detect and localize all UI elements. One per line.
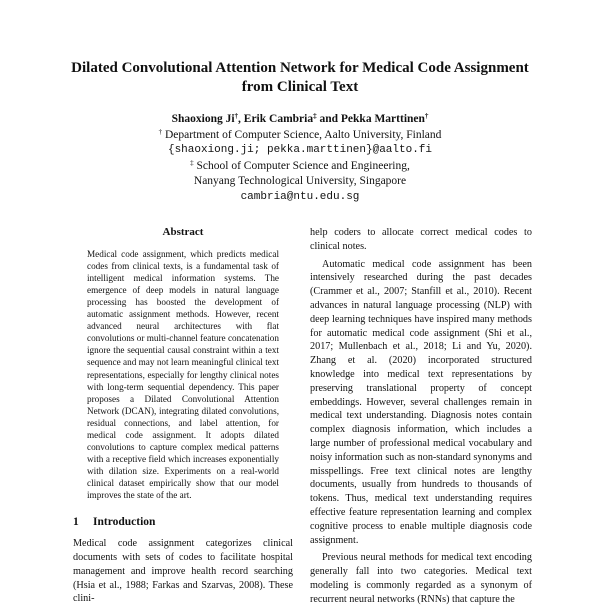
abstract-heading: Abstract	[162, 226, 204, 238]
author-affil-mark-2: ‡	[313, 112, 317, 120]
paper-title	[60, 59, 540, 97]
section-number: 1	[73, 515, 79, 528]
author-name-3: and Pekka Marttinen	[316, 113, 425, 125]
section-title: Introduction	[93, 515, 156, 528]
author-block	[60, 112, 540, 205]
paper-title-line-1: Dilated Convolutional Attention Network for Medical Code Assignment	[71, 60, 529, 76]
affiliation-1-text: Department of Computer Science, Aalto University, Finland	[162, 128, 442, 141]
right-paragraph-2: Automatic medical code assignment has been intensively researched during the past decades (Crammer et al., 2007; Stanfill et al., 2010). Recent advances in natural language processing (NLP) with deep learning techniques have inspired many methods for automatic medical code assignment (Shi et al., 2017; Mullenbach et al., 2018; Li and Yu, 2020). Zhang et al. (2020) incorporated structured knowledge into medical text representations by preserving translational property of concept embeddings. However, several challenges remain in medical text understanding. Diagnosis notes contain complex diagnosis information, which includes a large number of professional medical vocabulary and noisy information such as non-standard synonyms and misspellings. Free text clinical notes are lengthy documents, usually from hundreds to thousands of tokens. Thus, medical text understanding requires effective feature representation learning and complex cognitive process to enable multiple diagnosis code assignment.	[310, 258, 532, 546]
affiliation-2	[60, 159, 540, 175]
intro-paragraph-1: Medical code assignment categorizes clinical documents with sets of codes to facilitate hospital management and improve health record searching (Hsia et al., 1988; Farkas and Szarvas, 2008). These clini-	[73, 538, 293, 605]
email-1: {shaoxiong.ji; pekka.marttinen}@aalto.fi	[167, 144, 433, 156]
right-paragraph-1: help coders to allocate correct medical codes to clinical notes.	[310, 227, 532, 252]
author-name-1: Shaoxiong Ji	[171, 113, 235, 125]
right-paragraph-3: Previous neural methods for medical text encoding generally fall into two categories. Medical text modeling is commonly regarded as a synonym of recurrent neural networks (RNNs) that capture the	[310, 552, 532, 605]
author-affil-mark-1: †	[234, 112, 239, 120]
abstract-text: Medical code assignment, which predicts medical codes from clinical texts, is a fundamental task of intelligent medical information systems. The emergence of deep models in natural language processing has boosted the development of automatic assignment methods. However, recent advanced neural architectures with flat convolutions or multi-channel feature concatenation ignore the sequential causal constraint within a text sequence and may not learn meaningful clinical text representations, especially for lengthy clinical notes with long-term sequential dependency. This paper proposes a Dilated Convolutional Attention Network (DCAN), integrating dilated convolutions, residual connections, and label attention, for medical code assignment. It adopts dilated convolutions to capture complex medical patterns with a receptive field which increases exponentially with dilation size. Experiments on a real-world clinical dataset empirically show that our model improves the state of the art.	[87, 248, 279, 501]
affiliation-2-mark: ‡	[190, 158, 194, 167]
paper-title-line-2: from Clinical Text	[241, 79, 359, 95]
affiliation-2-line-2: Nanyang Technological University, Singapore	[193, 175, 407, 187]
left-column	[73, 226, 293, 606]
affiliation-2-line-1: School of Computer Science and Engineering,	[193, 159, 410, 172]
author-affil-mark-3: †	[424, 112, 429, 120]
right-column	[310, 226, 532, 607]
author-name-2: , Erik Cambria	[238, 113, 314, 125]
author-names	[60, 112, 540, 128]
affiliation-1	[60, 128, 540, 144]
email-2: cambria@ntu.edu.sg	[240, 190, 360, 203]
section-heading-introduction	[73, 516, 293, 530]
affiliation-1-mark: †	[158, 127, 163, 136]
